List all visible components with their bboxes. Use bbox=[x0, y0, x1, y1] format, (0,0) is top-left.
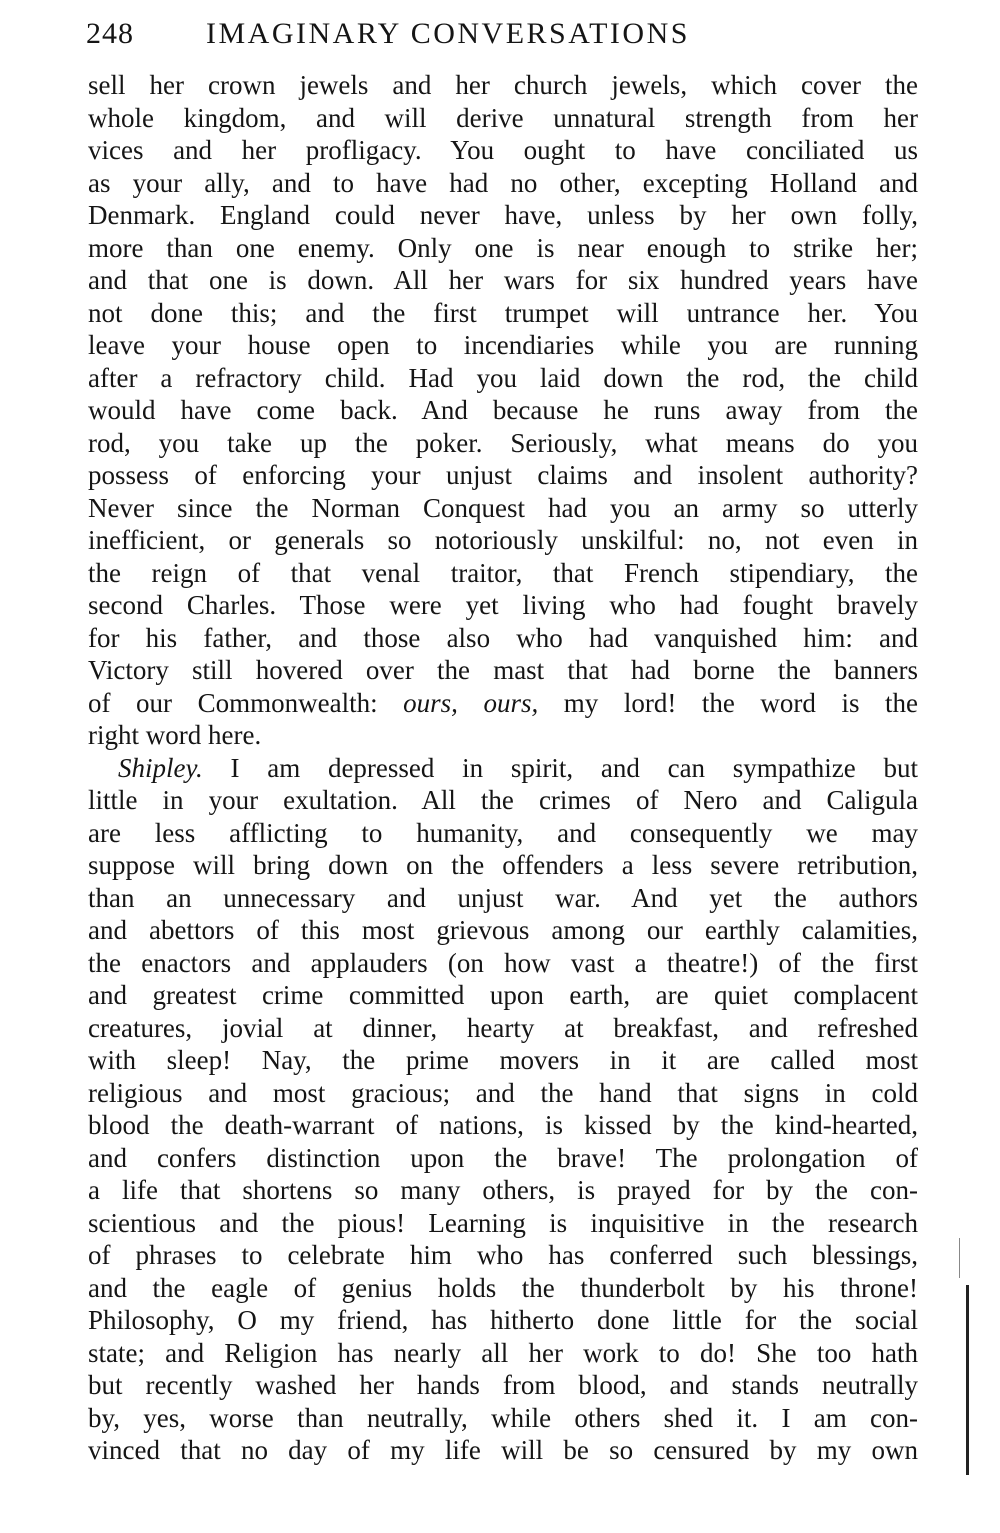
text-line: but recently washed her hands from blood, and stands neutrally bbox=[88, 1370, 918, 1400]
text-line: than an unnecessary and unjust war. And yet the authors bbox=[88, 882, 918, 913]
text-segment: of our Commonwealth: bbox=[88, 687, 378, 718]
emphasis-ours: ours, bbox=[403, 687, 458, 718]
text-line: Denmark. England could never have, unless by her own folly, bbox=[88, 200, 918, 230]
margin-rule bbox=[966, 1285, 969, 1475]
text-line: whole kingdom, and will derive unnatural strength from her bbox=[88, 102, 918, 133]
text-line: and the eagle of genius holds the thunderbolt by his throne! bbox=[88, 1272, 918, 1303]
speaker-name: Shipley. bbox=[118, 752, 203, 783]
emphasis-ours: ours, bbox=[483, 687, 539, 718]
text-line: the reign of that venal traitor, that French stipendiary, the bbox=[88, 557, 918, 588]
text-line-mixed bbox=[88, 687, 918, 720]
text-line: vices and her profligacy. You ought to have conciliated us bbox=[88, 135, 918, 165]
text-line: creatures, jovial at dinner, hearty at breakfast, and refreshed bbox=[88, 1012, 918, 1043]
text-line: rod, you take up the poker. Seriously, what means do you bbox=[88, 427, 918, 458]
text-line: Victory still hovered over the mast that had borne the banners bbox=[88, 655, 918, 685]
text-line: vinced that no day of my life will be so censured by my own bbox=[88, 1435, 918, 1465]
text-line: for his father, and those also who had vanquished him: and bbox=[88, 622, 918, 653]
text-line: the enactors and applauders (on how vast a theatre!) of the first bbox=[88, 947, 918, 978]
text-line: suppose will bring down on the offenders a less severe retribution, bbox=[88, 850, 918, 880]
text-line: scientious and the pious! Learning is inquisitive in the research bbox=[88, 1207, 918, 1238]
text-line: Philosophy, O my friend, has hitherto done little for the social bbox=[88, 1305, 918, 1335]
text-line: not done this; and the first trumpet will untrance her. You bbox=[88, 297, 918, 328]
text-line: and that one is down. All her wars for six hundred years have bbox=[88, 265, 918, 295]
text-line: as your ally, and to have had no other, excepting Holland and bbox=[88, 167, 918, 198]
page-header bbox=[86, 14, 846, 54]
text-line: would have come back. And because he runs away from the bbox=[88, 395, 918, 425]
text-line: second Charles. Those were yet living who had fought bravely bbox=[88, 590, 918, 620]
text-line: and confers distinction upon the brave! The prolongation of bbox=[88, 1142, 918, 1173]
text-line: by, yes, worse than neutrally, while others shed it. I am con- bbox=[88, 1402, 918, 1433]
text-line: more than one enemy. Only one is near enough to strike her; bbox=[88, 232, 918, 263]
body-text bbox=[88, 69, 918, 1467]
text-line: of phrases to celebrate him who has conferred such blessings, bbox=[88, 1240, 918, 1270]
text-line: blood the death-warrant of nations, is kissed by the kind-hearted, bbox=[88, 1110, 918, 1140]
margin-mark bbox=[959, 1238, 960, 1278]
text-line: and greatest crime committed upon earth, are quiet complacent bbox=[88, 980, 918, 1010]
text-line: state; and Religion has nearly all her work to do! She too hath bbox=[88, 1337, 918, 1368]
text-line: inefficient, or generals so notoriously unskilful: no, not even in bbox=[88, 525, 918, 555]
text-line: little in your exultation. All the crimes of Nero and Caligula bbox=[88, 785, 918, 815]
text-line: with sleep! Nay, the prime movers in it are called most bbox=[88, 1045, 918, 1075]
text-segment: I am depressed in spirit, and can sympathize but bbox=[230, 752, 918, 783]
text-line: sell her crown jewels and her church jewels, which cover the bbox=[88, 70, 918, 100]
text-line: possess of enforcing your unjust claims and insolent authority? bbox=[88, 460, 918, 490]
speaker-line bbox=[88, 752, 918, 785]
text-line: religious and most gracious; and the hand that signs in cold bbox=[88, 1077, 918, 1108]
text-line: after a refractory child. Had you laid down the rod, the child bbox=[88, 362, 918, 393]
text-line: are less afflicting to humanity, and consequently we may bbox=[88, 817, 918, 848]
text-line: leave your house open to incendiaries while you are running bbox=[88, 330, 918, 360]
text-line: and abettors of this most grievous among our earthly calamities, bbox=[88, 915, 918, 945]
running-title: IMAGINARY CONVERSATIONS bbox=[206, 17, 690, 50]
text-line: Never since the Norman Conquest had you an army so utterly bbox=[88, 492, 918, 523]
text-segment: my lord! the word is the bbox=[563, 687, 918, 718]
text-line: right word here. bbox=[88, 720, 262, 750]
text-line: a life that shortens so many others, is prayed for by the con- bbox=[88, 1175, 918, 1205]
page-number: 248 bbox=[86, 17, 134, 50]
